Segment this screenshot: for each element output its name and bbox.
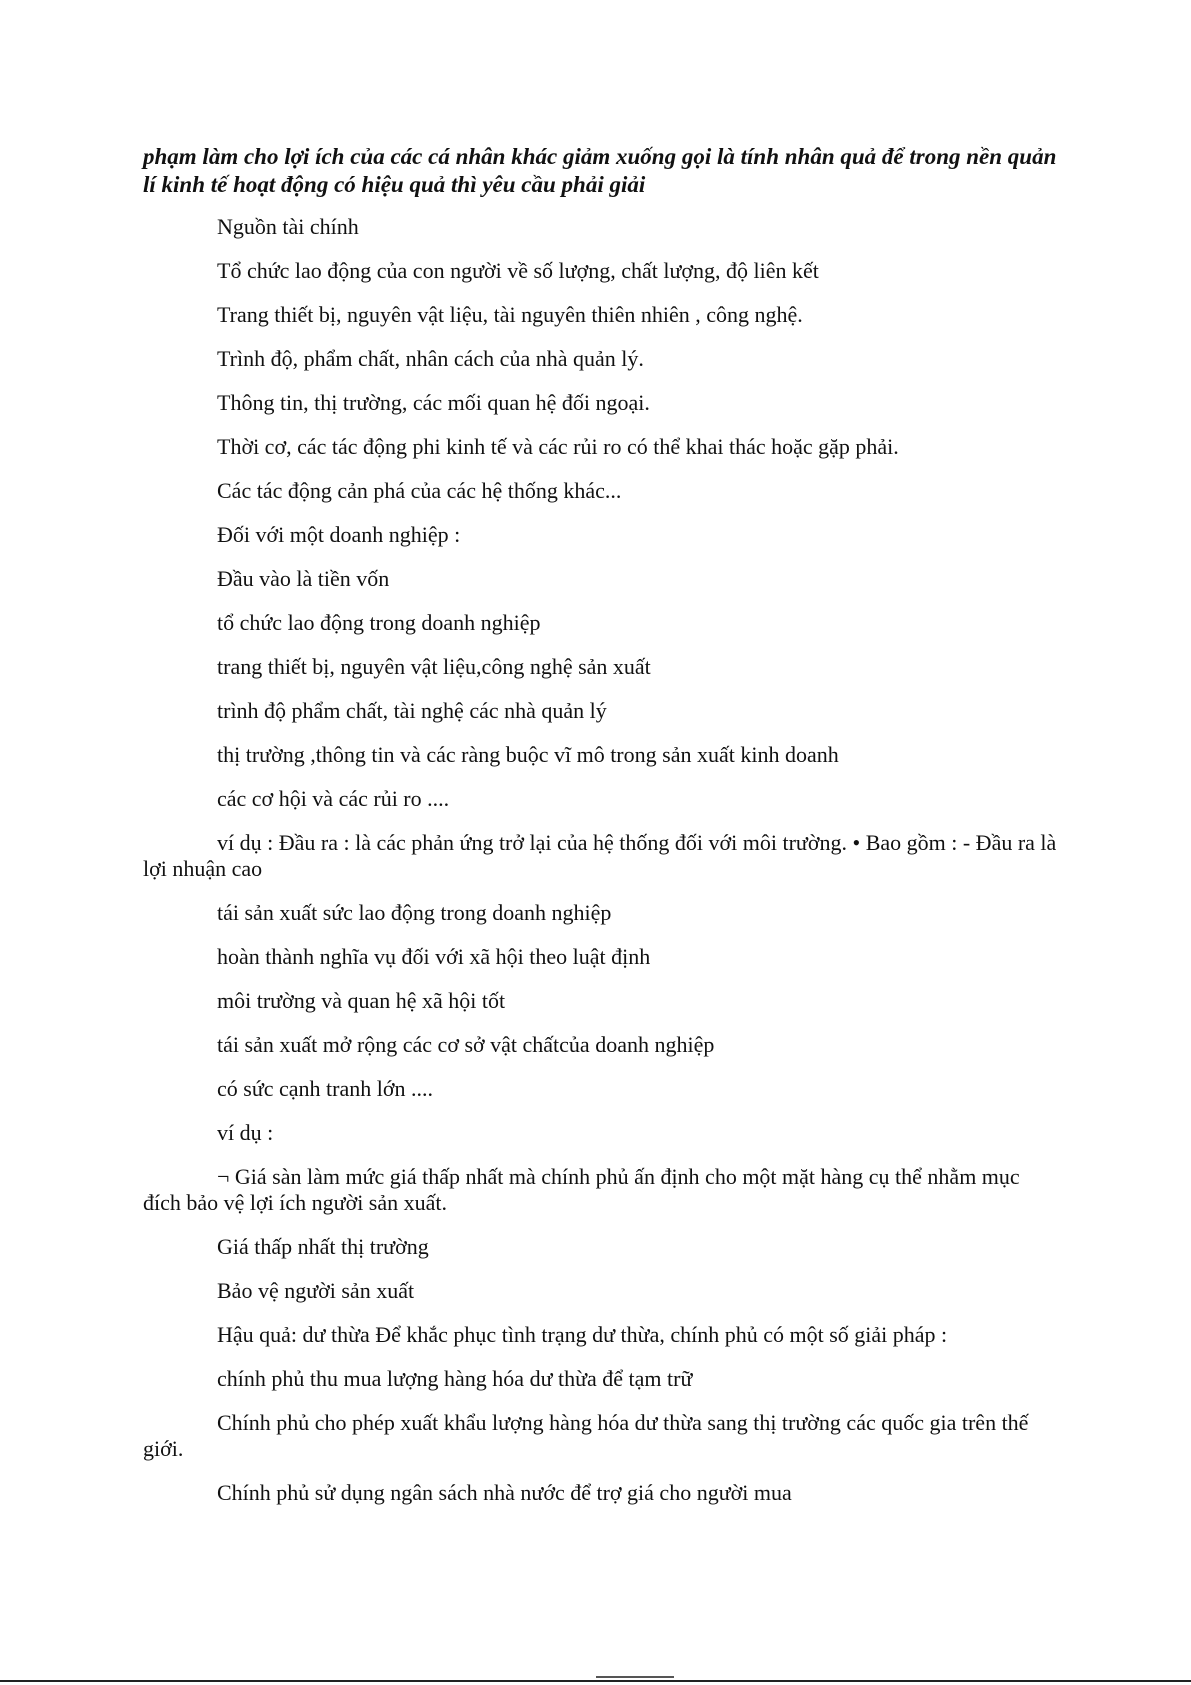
paragraph-line: tái sản xuất mở rộng các cơ sở vật chấtcủa doanh nghiệp: [217, 1032, 715, 1057]
footer-divider: [0, 1680, 1191, 1682]
paragraph-line: Chính phủ cho phép xuất khẩu lượng hàng hóa dư thừa sang thị trường các quốc gia trên thế giới.: [143, 1410, 1029, 1461]
paragraph-line: Thời cơ, các tác động phi kinh tế và các rủi ro có thể khai thác hoặc gặp phải.: [217, 434, 899, 459]
paragraph-line: Thông tin, thị trường, các mối quan hệ đối ngoại.: [217, 390, 650, 415]
paragraph-line: ¬ Giá sàn làm mức giá thấp nhất mà chính phủ ấn định cho một mặt hàng cụ thể nhằm mục đích bảo vệ lợi ích người sản xuất.: [143, 1164, 1020, 1215]
footer-mark: [596, 1676, 674, 1678]
paragraph-line: trang thiết bị, nguyên vật liệu,công nghệ sản xuất: [217, 654, 651, 679]
paragraph-line: môi trường và quan hệ xã hội tốt: [217, 988, 506, 1013]
paragraph-line: Tổ chức lao động của con người về số lượng, chất lượng, độ liên kết: [217, 258, 819, 283]
paragraph-line: Chính phủ sử dụng ngân sách nhà nước để trợ giá cho người mua: [217, 1480, 792, 1505]
bold-italic-heading: phạm làm cho lợi ích của các cá nhân khác giảm xuống gọi là tính nhân quả để trong nền quản lí kinh tế hoạt động có hiệu quả thì yêu cầu phải giải: [143, 144, 1057, 197]
paragraph-line: Bảo vệ người sản xuất: [217, 1278, 415, 1303]
paragraph-list: [143, 214, 1063, 1524]
paragraph-line: Nguồn tài chính: [217, 214, 359, 239]
paragraph-line: Giá thấp nhất thị trường: [217, 1234, 429, 1259]
paragraph-line: Hậu quả: dư thừa Để khắc phục tình trạng dư thừa, chính phủ có một số giải pháp :: [217, 1322, 948, 1347]
paragraph-line: ví dụ :: [217, 1120, 274, 1145]
paragraph-line: thị trường ,thông tin và các ràng buộc vĩ mô trong sản xuất kinh doanh: [217, 742, 839, 767]
paragraph-line: tổ chức lao động trong doanh nghiệp: [217, 610, 541, 635]
paragraph-line: Đối với một doanh nghiệp :: [217, 522, 461, 547]
paragraph-line: Các tác động cản phá của các hệ thống khác...: [217, 478, 622, 503]
paragraph-line: ví dụ : Đầu ra : là các phản ứng trở lại của hệ thống đối với môi trường. • Bao gồm : - Đầu ra là lợi nhuận cao: [143, 830, 1057, 881]
paragraph-line: Đầu vào là tiền vốn: [217, 566, 390, 591]
paragraph-line: có sức cạnh tranh lớn ....: [217, 1076, 433, 1101]
paragraph-line: trình độ phẩm chất, tài nghệ các nhà quản lý: [217, 698, 607, 723]
paragraph-line: Trình độ, phẩm chất, nhân cách của nhà quản lý.: [217, 346, 644, 371]
paragraph-line: chính phủ thu mua lượng hàng hóa dư thừa để tạm trữ: [217, 1366, 693, 1391]
paragraph-line: các cơ hội và các rủi ro ....: [217, 786, 450, 811]
paragraph-line: tái sản xuất sức lao động trong doanh nghiệp: [217, 900, 612, 925]
paragraph-line: hoàn thành nghĩa vụ đối với xã hội theo luật định: [217, 944, 651, 969]
paragraph-line: Trang thiết bị, nguyên vật liệu, tài nguyên thiên nhiên , công nghệ.: [217, 302, 803, 327]
